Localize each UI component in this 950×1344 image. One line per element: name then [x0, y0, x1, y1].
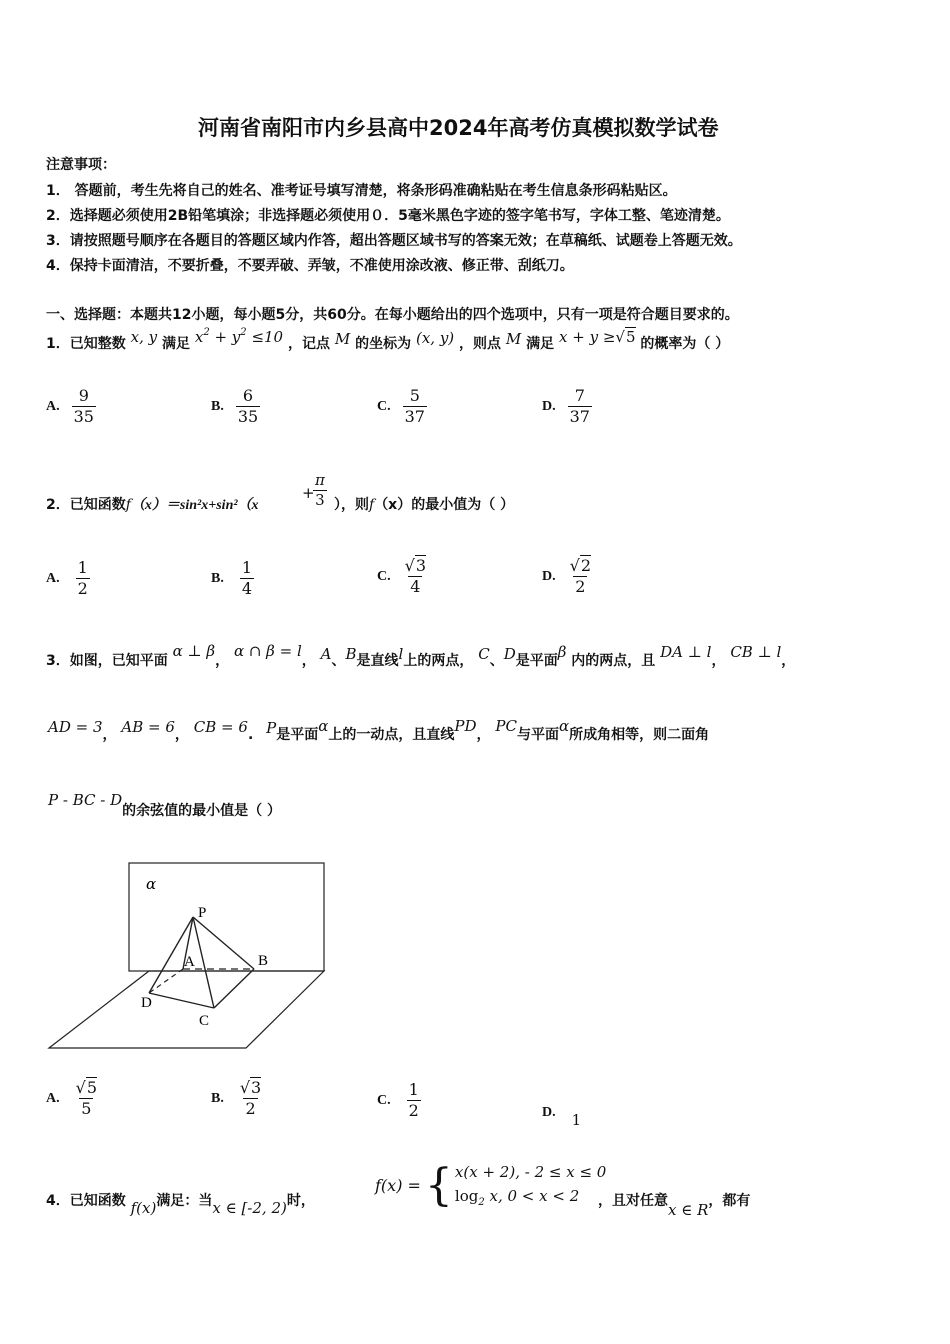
- q1-text: 满足: [526, 336, 555, 352]
- q1-text: 的概率为（ ）: [640, 336, 730, 352]
- q1-inequality-math: x + y ≥√5: [559, 328, 636, 346]
- q3-option-c[interactable]: [377, 1080, 421, 1121]
- label-B: B: [258, 953, 269, 969]
- option-label: A.: [46, 1090, 60, 1106]
- option-label: D.: [542, 568, 556, 584]
- q2-option-c[interactable]: [377, 556, 428, 597]
- notice-item: 3．请按照题号顺序在各题目的答题区域内作答，超出答题区域书写的答案无效；在草稿纸、试题卷上答题无效。: [46, 233, 742, 249]
- option-fraction: $\frac{√2}{2}$: [569, 556, 592, 596]
- label-D: D: [141, 995, 152, 1011]
- q2-function-text: （x）＝sin²x+sin²（x: [130, 498, 259, 513]
- plane-beta: [49, 971, 324, 1048]
- q1-text: ，记点: [287, 336, 330, 352]
- page-title: 河南省南阳市内乡县高中2024年高考仿真模拟数学试卷: [198, 116, 719, 140]
- q4-fx: f(x) =: [375, 1176, 421, 1195]
- q1-condition-math: $x^2 + y^2 \le 10$: [194, 327, 284, 346]
- option-fraction: $\frac{√3}{4}$: [404, 556, 427, 596]
- q2-option-b[interactable]: [211, 558, 254, 599]
- q4-piecewise: [375, 1160, 606, 1211]
- q3-geometry-figure: [46, 855, 336, 1055]
- edge-AD: [149, 969, 183, 993]
- q2-pi-fraction: $\frac{\pi}{3}$: [315, 471, 325, 509]
- q1-option-d[interactable]: [542, 386, 592, 427]
- option-fraction: $\frac{√5}{5}$: [75, 1078, 98, 1118]
- option-label: C.: [377, 1092, 391, 1108]
- option-fraction: $\frac{√3}{2}$: [239, 1078, 262, 1118]
- option-fraction: $\frac{1}{2}$: [77, 558, 88, 598]
- q4-case2: $\log_2 x$, 0 < x < 2: [454, 1187, 580, 1208]
- q2-plus: +: [302, 484, 315, 502]
- option-label: B.: [211, 1090, 224, 1106]
- question-1: [46, 327, 730, 353]
- q1-math-M: M: [334, 330, 351, 348]
- option-label: C.: [377, 568, 391, 584]
- notice-heading: 注意事项：: [46, 157, 116, 173]
- option-fraction: $\frac{1}{2}$: [408, 1080, 419, 1120]
- option-fraction: $\frac{1}{4}$: [241, 558, 253, 598]
- label-alpha: α: [146, 875, 157, 893]
- q3-option-a[interactable]: [46, 1078, 99, 1119]
- q1-text: ，则点: [459, 336, 502, 352]
- edge-CB: [214, 969, 254, 1008]
- plane-alpha: [129, 863, 324, 971]
- q3-option-b[interactable]: [211, 1078, 263, 1119]
- notice-item: 4．保持卡面清洁，不要折叠，不要弄破、弄皱，不准使用涂改液、修正带、刮纸刀。: [46, 258, 574, 274]
- q1-option-c[interactable]: [377, 386, 427, 427]
- q2-text-tail: ），则f（x）的最小值为（ ）: [334, 497, 515, 513]
- option-label: D.: [542, 1105, 556, 1120]
- q1-text: 1．已知整数: [46, 336, 126, 352]
- label-A: A: [184, 954, 195, 970]
- q2-option-d[interactable]: [542, 556, 593, 597]
- edge-PC: [193, 917, 214, 1008]
- option-fraction: $\frac{7}{37}$: [569, 386, 590, 426]
- q2-option-a[interactable]: [46, 558, 90, 599]
- option-fraction: $\frac{6}{35}$: [237, 386, 259, 426]
- question-3-line3: P - BC - D的余弦值的最小值是（ ）: [48, 791, 281, 819]
- q2-math-f: f: [125, 497, 131, 513]
- option-fraction: $\frac{5}{37}$: [404, 386, 425, 426]
- q1-option-b[interactable]: [211, 386, 260, 427]
- option-label: A.: [46, 570, 60, 586]
- option-fraction: $\frac{9}{35}$: [73, 386, 94, 426]
- edge-PB: [193, 917, 254, 969]
- section-heading: 一、选择题：本题共12小题，每小题5分，共60分。在每小题给出的四个选项中，只有一项是符合题目要求的。: [46, 307, 739, 323]
- option-label: B.: [211, 398, 224, 414]
- notice-item: 2．选择题必须使用2B铅笔填涂；非选择题必须使用０．5毫米黑色字迹的签字笔书写，字体工整、笔迹清楚。: [46, 208, 730, 224]
- q4-brace: {: [424, 1159, 453, 1211]
- q1-math-M: M: [505, 330, 522, 348]
- question-3-line2: AD = 3， AB = 6， CB = 6. P是平面α上的一动点，且直线PD， PC与平面α所成角相等，则二面角: [48, 717, 710, 743]
- label-C: C: [199, 1013, 210, 1029]
- question-3-line1: 3．如图，已知平面 α ⊥ β， α ∩ β = l， A、B是直线l上的两点， C、D是平面β 内的两点，且 DA ⊥ l， CB ⊥ l，: [46, 642, 796, 669]
- q1-option-a[interactable]: [46, 386, 96, 427]
- option-label: C.: [377, 398, 391, 414]
- edge-DC: [149, 993, 214, 1008]
- q1-math-xy: x, y: [130, 328, 158, 346]
- option-label: A.: [46, 398, 60, 414]
- notice-item: 1． 答题前，考生先将自己的姓名、准考证号填写清楚，将条形码准确粘贴在考生信息条形码粘贴区。: [46, 183, 677, 199]
- option-label: B.: [211, 570, 224, 586]
- q1-text: 的坐标为: [355, 336, 412, 352]
- q3-option-d[interactable]: [542, 1103, 582, 1129]
- question-4: 4．已知函数 f(x)满足：当x ∈ [-2, 2)时，: [46, 1193, 315, 1217]
- label-P: P: [198, 905, 207, 921]
- question-2: [46, 494, 259, 514]
- q1-math-point: (x, y): [415, 329, 455, 347]
- option-label: D.: [542, 398, 556, 414]
- q4-case1: x(x + 2), - 2 ≤ x ≤ 0: [454, 1163, 607, 1181]
- option-value: 1: [571, 1111, 582, 1129]
- q1-text: 满足: [161, 336, 190, 352]
- question-4-tail: ，且对任意x ∈ R，都有: [598, 1193, 751, 1219]
- q2-text: 2．已知函数: [46, 497, 126, 513]
